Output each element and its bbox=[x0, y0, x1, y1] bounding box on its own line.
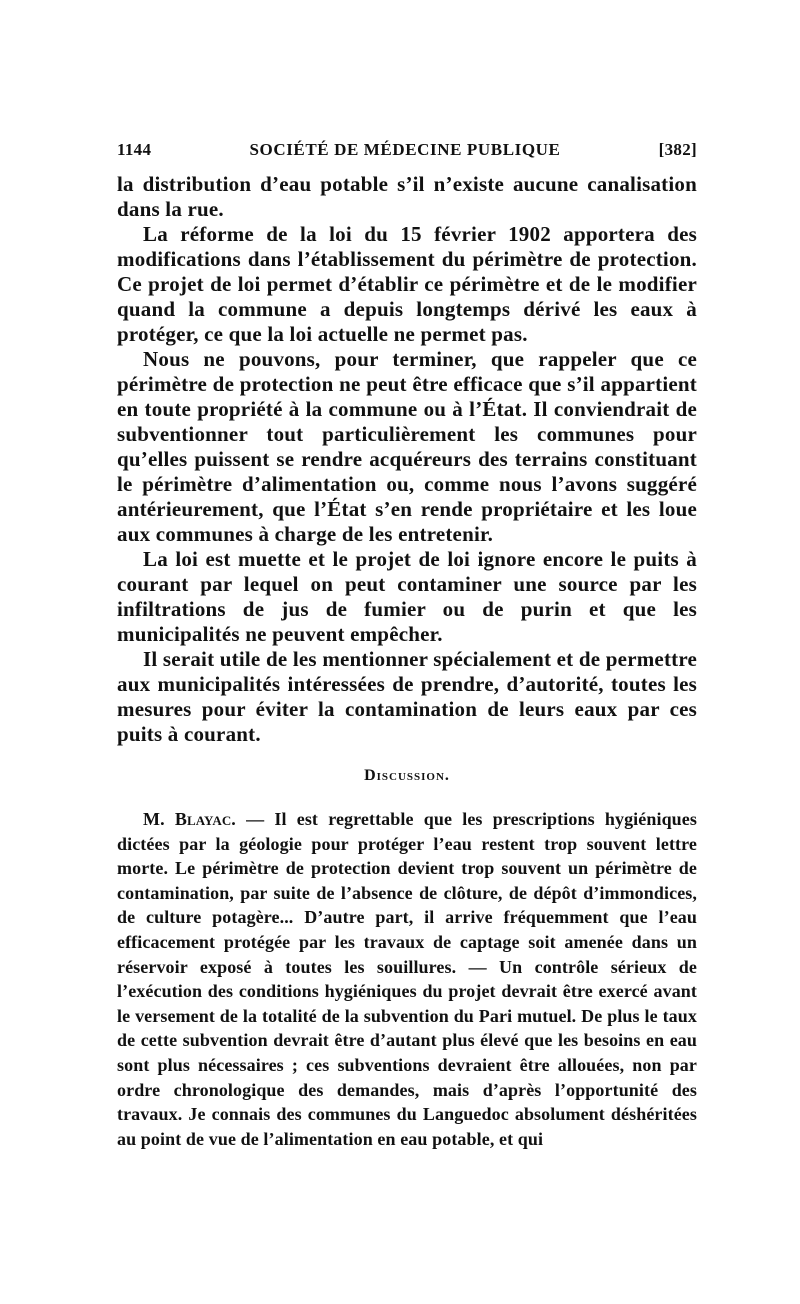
discussion-paragraph bbox=[117, 807, 697, 1151]
discussion-section bbox=[117, 807, 697, 1151]
running-head bbox=[117, 140, 697, 160]
speaker-name: M. Blayac. bbox=[143, 809, 236, 829]
paragraph-conclusion: Nous ne pouvons, pour terminer, que rappeler que ce périmètre de protection ne peut être efficace que s’il appartient en toute propriété à la commune ou à l’État. Il conviendrait de subventionner tout particulièrement les communes pour qu’elles puissent se rendre acquéreurs des terrains constituant le périmètre d’alimentation ou, comme nous l’avons suggéré antérieurement, que l’État s’en rende propriétaire et les loue aux communes à charge de les entretenir. bbox=[117, 347, 697, 546]
document-page bbox=[117, 140, 697, 1151]
page-number: 1144 bbox=[117, 140, 152, 159]
main-text bbox=[117, 172, 697, 747]
paragraph-continuation: la distribution d’eau potable s’il n’existe aucune canalisation dans la rue. bbox=[117, 172, 697, 221]
bracket-number: [382] bbox=[658, 140, 697, 159]
paragraph-law-silent: La loi est muette et le projet de loi ignore encore le puits à courant par lequel on peut contaminer une source par les infiltrations de jus de fumier ou de purin et que les municipalités ne peuvent empêcher. bbox=[117, 547, 697, 646]
discussion-heading: Discussion. bbox=[364, 767, 450, 784]
paragraph-recommendation: Il serait utile de les mentionner spécialement et de permettre aux municipalités intéressées de prendre, d’autorité, toutes les mesures pour éviter la contamination de leurs eaux par ces puits à courant. bbox=[117, 647, 697, 746]
journal-title: SOCIÉTÉ DE MÉDECINE PUBLIQUE bbox=[249, 140, 561, 159]
discussion-text: — Il est regrettable que les prescriptions hygiéniques dictées par la géologie pour protéger l’eau restent trop souvent lettre morte. Le périmètre de protection devient trop souvent un périmètre de contamination, par suite de l’absence de clôture, de dépôt d’immondices, de culture potagère... D’autre part, il arrive fréquemment que l’eau efficacement protégée par les travaux de captage soit amenée dans un réservoir exposé à toutes les souillures. — Un contrôle sérieux de l’exécution des conditions hygiéniques du projet devrait être exercé avant le versement de la totalité de la subvention du Pari mutuel. De plus le taux de cette subvention devrait être d’autant plus élevé que les besoins en eau sont plus nécessaires ; ces subventions devraient être allouées, non par ordre chronologique des demandes, mais d’après l’opportunité des travaux. Je connais des communes du Languedoc absolument déshéritées au point de vue de l’alimentation en eau potable, et qui bbox=[117, 809, 697, 1149]
paragraph-reform: La réforme de la loi du 15 février 1902 apportera des modifications dans l’établissement du périmètre de protection. Ce projet de loi permet d’établir ce périmètre et de le modifier quand la commune a depuis longtemps dérivé les eaux à protéger, ce que la loi actuelle ne permet pas. bbox=[117, 222, 697, 346]
